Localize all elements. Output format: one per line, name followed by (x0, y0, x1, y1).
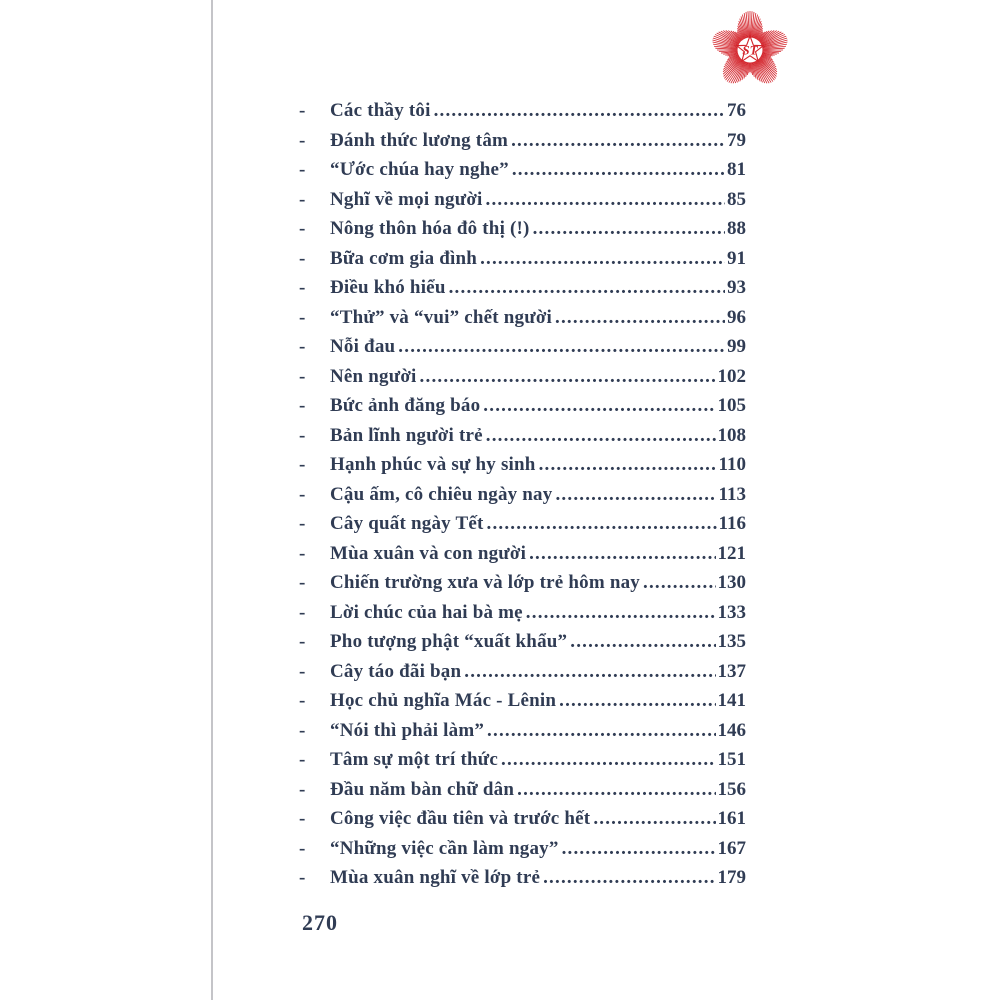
toc-entry-title: Điều khó hiểu (330, 277, 446, 298)
toc-entry-marker: - (299, 513, 306, 534)
toc-entry (299, 804, 746, 834)
dot-leader (512, 155, 725, 185)
toc-entry-page: 137 (717, 660, 746, 682)
dot-leader (555, 303, 725, 333)
dot-leader (449, 273, 725, 303)
toc-entry-marker: - (299, 572, 306, 593)
toc-entry-marker: - (299, 277, 306, 298)
toc-entry-page: 108 (717, 424, 746, 446)
toc-entry-title: Đầu năm bàn chữ dân (330, 778, 515, 800)
toc-entry-title: Hạnh phúc và sự hy sinh (330, 454, 536, 475)
toc-entry-page: 99 (727, 336, 746, 357)
dot-leader (555, 480, 716, 510)
toc-entry-title: Nỗi đau (330, 336, 396, 357)
toc-entry (299, 834, 746, 864)
toc-entry-marker: - (299, 837, 306, 859)
toc-entry-marker: - (299, 542, 306, 564)
dot-leader (434, 96, 725, 126)
toc-entry-page: 135 (717, 631, 746, 652)
toc-entry-page: 130 (717, 572, 746, 593)
toc-entry-title: Nghĩ về mọi người (330, 188, 483, 210)
toc-entry-marker: - (299, 454, 306, 475)
toc-entry-marker: - (299, 719, 306, 741)
toc-entry-marker: - (299, 778, 306, 800)
toc-entry-title: “Ước chúa hay nghe” (330, 159, 509, 180)
toc-entry-marker: - (299, 188, 306, 210)
toc-entry-page: 79 (727, 129, 746, 151)
publisher-star-logo (710, 10, 790, 90)
toc-entry-page: 81 (727, 159, 746, 180)
toc-entry-title: Bữa cơm gia đình (330, 247, 478, 269)
toc-entry-title: Đánh thức lương tâm (330, 129, 509, 151)
toc-entry (299, 775, 746, 805)
toc-entry-marker: - (299, 867, 306, 888)
toc-entry-title: Mùa xuân nghĩ về lớp trẻ (330, 867, 541, 888)
logo-monogram: ST (742, 42, 758, 58)
dot-leader (487, 509, 717, 539)
toc-entry-title: Lời chúc của hai bà mẹ (330, 601, 523, 623)
toc-entry-page: 133 (717, 601, 746, 623)
toc-entry-page: 146 (717, 719, 746, 741)
toc-entry (299, 332, 746, 362)
toc-entry-page: 88 (727, 218, 746, 239)
page-edge-line (211, 0, 213, 1000)
dot-leader (562, 834, 716, 864)
toc-entry-page: 156 (717, 778, 746, 800)
toc-entry-marker: - (299, 129, 306, 151)
toc-entry (299, 657, 746, 687)
toc-entry-page: 85 (727, 188, 746, 210)
toc-entry-title: Cây quất ngày Tết (330, 513, 484, 534)
dot-leader (543, 863, 715, 893)
toc-entry (299, 421, 746, 451)
toc-entry-title: Nên người (330, 365, 417, 387)
toc-entry-title: Nông thôn hóa đô thị (!) (330, 218, 530, 239)
toc-entry-page: 121 (717, 542, 746, 564)
dot-leader (480, 244, 725, 274)
toc-entry-title: Các thầy tôi (330, 100, 431, 121)
toc-entry-marker: - (299, 247, 306, 269)
toc-entry-marker: - (299, 365, 306, 387)
dot-leader (643, 568, 716, 598)
toc-entry (299, 155, 746, 185)
toc-entry-marker: - (299, 660, 306, 682)
toc-entry (299, 509, 746, 539)
toc-entry-page: 179 (717, 867, 746, 888)
dot-leader (486, 185, 725, 215)
toc-entry-marker: - (299, 100, 306, 121)
toc-entry (299, 627, 746, 657)
toc-entry-title: Cậu ấm, cô chiêu ngày nay (330, 483, 553, 505)
toc-entry (299, 96, 746, 126)
toc-entry-page: 91 (727, 247, 746, 269)
toc-entry-title: Pho tượng phật “xuất khẩu” (330, 631, 568, 652)
dot-leader (464, 657, 715, 687)
toc-entry-page: 116 (718, 513, 746, 534)
dot-leader (517, 775, 715, 805)
toc-entry-page: 110 (718, 454, 746, 475)
dot-leader (539, 450, 717, 480)
toc-entry-title: Công việc đầu tiên và trước hết (330, 808, 591, 829)
toc-entry-page: 76 (727, 100, 746, 121)
toc-entry-marker: - (299, 424, 306, 446)
toc-entry-marker: - (299, 395, 306, 416)
toc-entry (299, 568, 746, 598)
toc-entry-title: Học chủ nghĩa Mác - Lênin (330, 690, 557, 711)
toc-list (299, 96, 746, 893)
toc-entry (299, 303, 746, 333)
toc-entry-title: Tâm sự một trí thức (330, 749, 499, 770)
toc-entry-page: 113 (718, 483, 746, 505)
toc-entry-page: 93 (727, 277, 746, 298)
dot-leader (420, 362, 716, 392)
dot-leader (501, 745, 715, 775)
toc-entry (299, 126, 746, 156)
toc-entry (299, 362, 746, 392)
toc-entry-marker: - (299, 601, 306, 623)
toc-entry-page: 167 (717, 837, 746, 859)
toc-entry-marker: - (299, 631, 306, 652)
toc-entry-marker: - (299, 218, 306, 239)
toc-entry-title: Cây táo đãi bạn (330, 660, 462, 682)
toc-entry (299, 273, 746, 303)
toc-entry (299, 391, 746, 421)
dot-leader (529, 539, 715, 569)
dot-leader (487, 716, 715, 746)
toc-entry (299, 480, 746, 510)
toc-entry-page: 96 (727, 306, 746, 328)
toc-entry-marker: - (299, 483, 306, 505)
toc-entry-marker: - (299, 159, 306, 180)
star-burst-icon (710, 10, 790, 90)
dot-leader (526, 598, 716, 628)
dot-leader (559, 686, 715, 716)
toc-entry-title: Bức ảnh đăng báo (330, 395, 481, 416)
toc-entry (299, 745, 746, 775)
toc-entry-title: Mùa xuân và con người (330, 542, 527, 564)
toc-entry-page: 151 (717, 749, 746, 770)
toc-entry (299, 450, 746, 480)
toc-entry-marker: - (299, 690, 306, 711)
toc-entry-marker: - (299, 336, 306, 357)
toc-entry-page: 161 (717, 808, 746, 829)
toc-entry (299, 686, 746, 716)
toc-entry (299, 214, 746, 244)
toc-entry-marker: - (299, 306, 306, 328)
dot-leader (570, 627, 715, 657)
dot-leader (511, 126, 725, 156)
toc-entry-page: 141 (717, 690, 746, 711)
toc-entry (299, 539, 746, 569)
dot-leader (483, 391, 715, 421)
toc-entry (299, 185, 746, 215)
dot-leader (398, 332, 725, 362)
toc-entry-page: 105 (717, 395, 746, 416)
folio-page-number: 270 (302, 910, 338, 935)
dot-leader (486, 421, 716, 451)
toc-entry-title: “Nói thì phải làm” (330, 719, 485, 741)
toc-entry-title: “Thử” và “vui” chết người (330, 306, 553, 328)
toc-entry (299, 716, 746, 746)
dot-leader (533, 214, 725, 244)
toc-entry (299, 244, 746, 274)
toc-entry-marker: - (299, 808, 306, 829)
toc-entry-page: 102 (717, 365, 746, 387)
dot-leader (593, 804, 715, 834)
toc-entry (299, 598, 746, 628)
toc-entry-title: Chiến trường xưa và lớp trẻ hôm nay (330, 572, 640, 593)
toc-entry (299, 863, 746, 893)
toc-entry-title: Bản lĩnh người trẻ (330, 424, 483, 446)
toc-entry-title: “Những việc cần làm ngay” (330, 837, 559, 859)
toc-entry-marker: - (299, 749, 306, 770)
